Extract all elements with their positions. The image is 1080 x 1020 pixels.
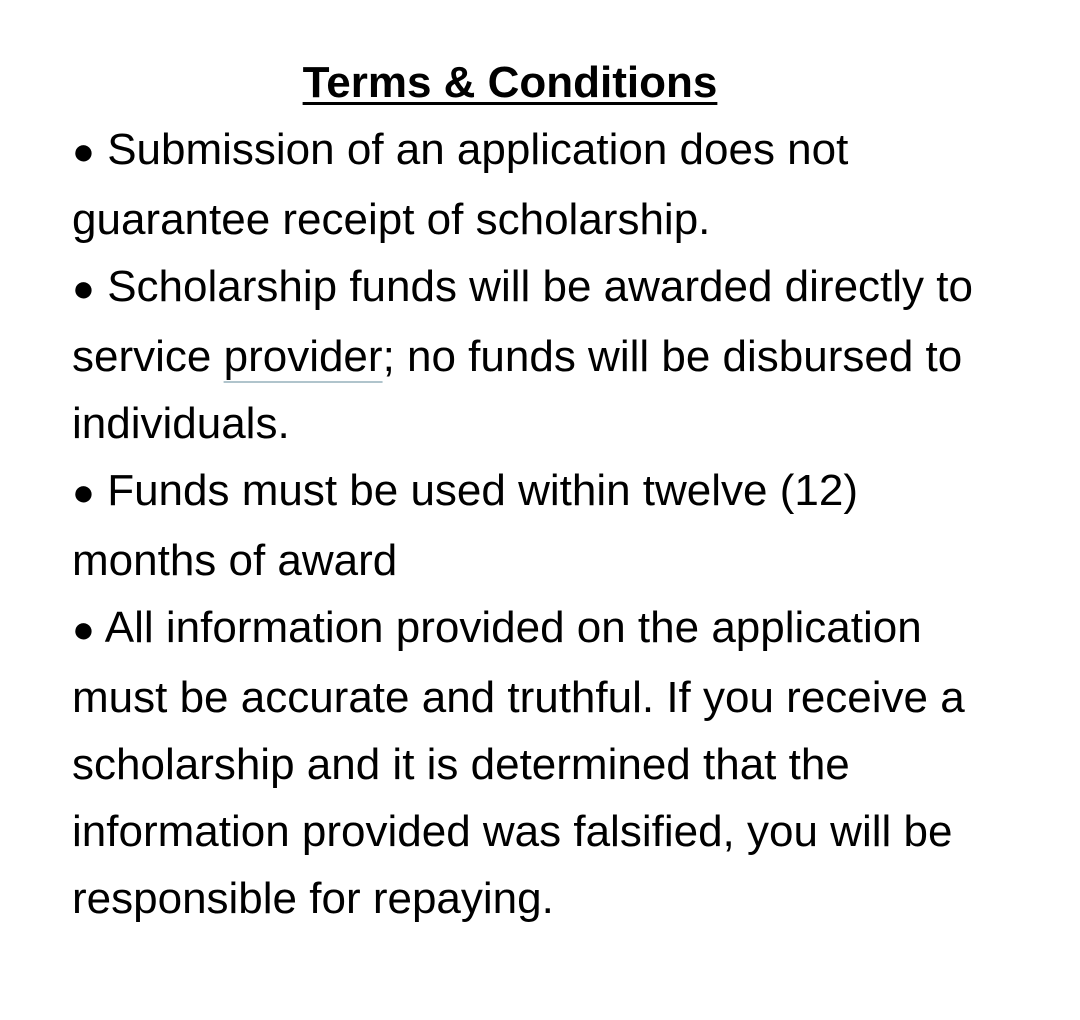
bullet-icon: ● [72,131,95,173]
list-item-text-after: ; no funds will be disbursed to individuals. [72,332,963,448]
list-item-text: Submission of an application does not guarantee receipt of scholarship. [72,125,849,244]
bullet-icon: ● [72,472,95,514]
list-item [72,116,992,253]
document-title [72,52,992,114]
list-item [72,594,992,932]
bullet-icon: ● [72,609,95,651]
terms-list [72,116,992,932]
terms-document [72,52,992,932]
list-item-text: Funds must be used within twelve (12) months of award [72,466,858,585]
document-title-text: Terms & Conditions [302,58,718,107]
list-item [72,457,992,594]
list-item-text: All information provided on the application must be accurate and truthful. If you receive a scholarship and it is determined that the information provided was falsified, you will be responsible for repaying. [72,603,965,923]
provider-underlined-word: provider [223,332,383,381]
bullet-icon: ● [72,268,95,310]
list-item [72,253,992,457]
list-item-text-before: Scholarship funds will be awarded directly to service [72,262,973,381]
